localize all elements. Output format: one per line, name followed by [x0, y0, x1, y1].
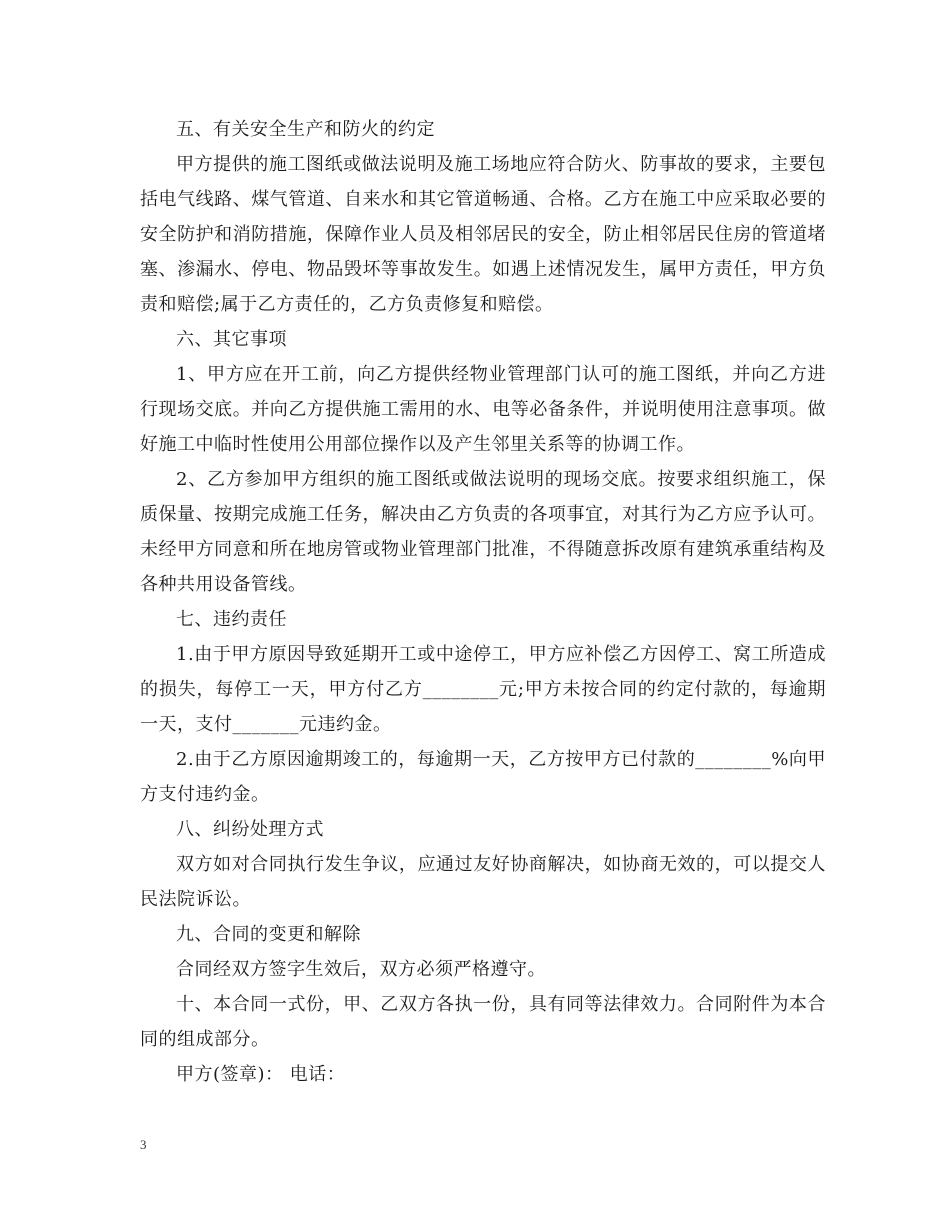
paragraph-breach-1: 1.由于甲方原因导致延期开工或中途停工，甲方应补偿乙方因停工、窝工所造成的损失，每停工一天，甲方付乙方________元;甲方未按合同的约定付款的，每逾期一天，支付_______元违约金。: [140, 644, 826, 735]
signature-line-party-a: 甲方(签章)： 电话：: [176, 1064, 346, 1085]
page-number: 3: [140, 1137, 147, 1152]
paragraph-safety-terms: 甲方提供的施工图纸或做法说明及施工场地应符合防火、防事故的要求，主要包括电气线路、煤气管道、自来水和其它管道畅通、合格。乙方在施工中应采取必要的安全防护和消防措施，保障作业人员及相邻居民的安全，防止相邻居民住房的管道堵塞、渗漏水、停电、物品毁坏等事故发生。如遇上述情况发生，属甲方责任，甲方负责和赔偿;属于乙方责任的，乙方负责修复和赔偿。: [140, 154, 826, 315]
section-heading-other-matters: 六、其它事项: [176, 329, 287, 350]
paragraph-changes: 合同经双方签字生效后，双方必须严格遵守。: [176, 959, 546, 980]
document-body: [140, 112, 826, 1092]
section-heading-disputes: 八、纠纷处理方式: [176, 819, 324, 840]
paragraph-breach-2: 2.由于乙方原因逾期竣工的，每逾期一天，乙方按甲方已付款的________%向甲方支付违约金。: [140, 749, 826, 805]
section-heading-breach: 七、违约责任: [176, 609, 287, 630]
section-heading-changes: 九、合同的变更和解除: [176, 924, 361, 945]
section-heading-safety: 五、有关安全生产和防火的约定: [176, 119, 435, 140]
paragraph-other-matters-2: 2、乙方参加甲方组织的施工图纸或做法说明的现场交底。按要求组织施工，保质保量、按期完成施工任务，解决由乙方负责的各项事宜，对其行为乙方应予认可。未经甲方同意和所在地房管或物业管理部门批准，不得随意拆改原有建筑承重结构及各种共用设备管线。: [140, 469, 826, 595]
paragraph-disputes: 双方如对合同执行发生争议，应通过友好协商解决，如协商无效的，可以提交人民法院诉讼。: [140, 854, 826, 910]
paragraph-other-matters-1: 1、甲方应在开工前，向乙方提供经物业管理部门认可的施工图纸，并向乙方进行现场交底。并向乙方提供施工需用的水、电等必备条件，并说明使用注意事项。做好施工中临时性使用公用部位操作以及产生邻里关系等的协调工作。: [140, 364, 826, 455]
paragraph-copies: 十、本合同一式份，甲、乙双方各执一份，具有同等法律效力。合同附件为本合同的组成部分。: [140, 994, 826, 1050]
